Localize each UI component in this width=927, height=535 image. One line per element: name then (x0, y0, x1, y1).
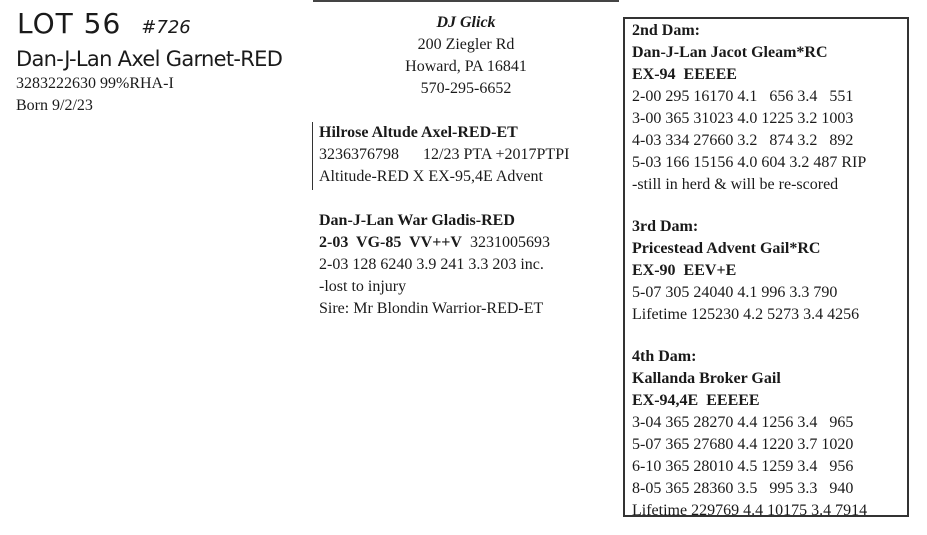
dam-note: -lost to injury (319, 278, 407, 295)
second-dam-record: 2-00 295 16170 4.1 656 3.4 551 (632, 88, 854, 105)
fourth-dam-record: 8-05 365 28360 3.5 995 3.3 940 (632, 480, 854, 497)
dam-name: Dan-J-Lan War Gladis-RED (319, 212, 515, 229)
animal-name: Dan-J-Lan Axel Garnet-RED (16, 47, 283, 71)
breeder-phone: 570-295-6652 (420, 80, 512, 97)
dam-record: 2-03 128 6240 3.9 241 3.3 203 inc. (319, 256, 544, 273)
fourth-dam-record: 5-07 365 27680 4.4 1220 3.7 1020 (632, 436, 854, 453)
third-dam-record: 5-07 305 24040 4.1 996 3.3 790 (632, 284, 838, 301)
dam-block (319, 210, 550, 320)
third-dam-heading: 3rd Dam: (632, 218, 699, 235)
breeder-name: DJ Glick (436, 14, 496, 31)
top-divider (313, 0, 619, 2)
second-dam-note: -still in herd & will be re-scored (632, 176, 839, 193)
spacer (632, 326, 867, 346)
lot-title (17, 4, 191, 48)
lot-number: #726 (141, 17, 191, 38)
fourth-dam-score: EX-94,4E EEEEE (632, 392, 760, 409)
second-dam-record: 3-00 365 31023 4.0 1225 3.2 1003 (632, 110, 854, 127)
fourth-dam-record: 3-04 365 28270 4.4 1256 3.4 965 (632, 414, 854, 431)
spacer (632, 196, 867, 216)
breeder-city: Howard, PA 16841 (405, 58, 527, 75)
third-dam-lifetime: Lifetime 125230 4.2 5273 3.4 4256 (632, 306, 860, 323)
sire-divider (312, 122, 313, 190)
dam-registration: 3231005693 (461, 234, 550, 251)
sire-block (319, 122, 569, 188)
sire-pedigree: Altitude-RED X EX-95,4E Advent (319, 168, 543, 185)
birth-date: Born 9/2/23 (16, 97, 93, 114)
second-dam-name: Dan-J-Lan Jacot Gleam*RC (632, 44, 828, 61)
third-dam-score: EX-90 EEV+E (632, 262, 737, 279)
third-dam-name: Pricestead Advent Gail*RC (632, 240, 821, 257)
fourth-dam-name: Kallanda Broker Gail (632, 370, 781, 387)
sire-name: Hilrose Altude Axel-RED-ET (319, 124, 518, 141)
pedigree-content (632, 20, 867, 522)
fourth-dam-record: 6-10 365 28010 4.5 1259 3.4 956 (632, 458, 854, 475)
second-dam-heading: 2nd Dam: (632, 22, 701, 39)
breeder-address: 200 Ziegler Rd (417, 36, 515, 53)
dam-classification: 2-03 VG-85 VV++V (319, 234, 462, 251)
dam-sire: Sire: Mr Blondin Warrior-RED-ET (319, 300, 544, 317)
sire-info: 3236376798 12/23 PTA +2017PTPI (319, 146, 570, 163)
fourth-dam-lifetime: Lifetime 229769 4.4 10175 3.4 7914 (632, 502, 868, 519)
second-dam-record: 4-03 334 27660 3.2 874 3.2 892 (632, 132, 854, 149)
dam-class-line (319, 232, 550, 254)
lot-label: LOT 56 (17, 7, 122, 40)
second-dam-score: EX-94 EEEEE (632, 66, 737, 83)
second-dam-record: 5-03 166 15156 4.0 604 3.2 487 RIP (632, 154, 867, 171)
fourth-dam-heading: 4th Dam: (632, 348, 697, 365)
registration-line: 3283222630 99%RHA-I (16, 75, 174, 92)
breeder-block (313, 12, 619, 100)
